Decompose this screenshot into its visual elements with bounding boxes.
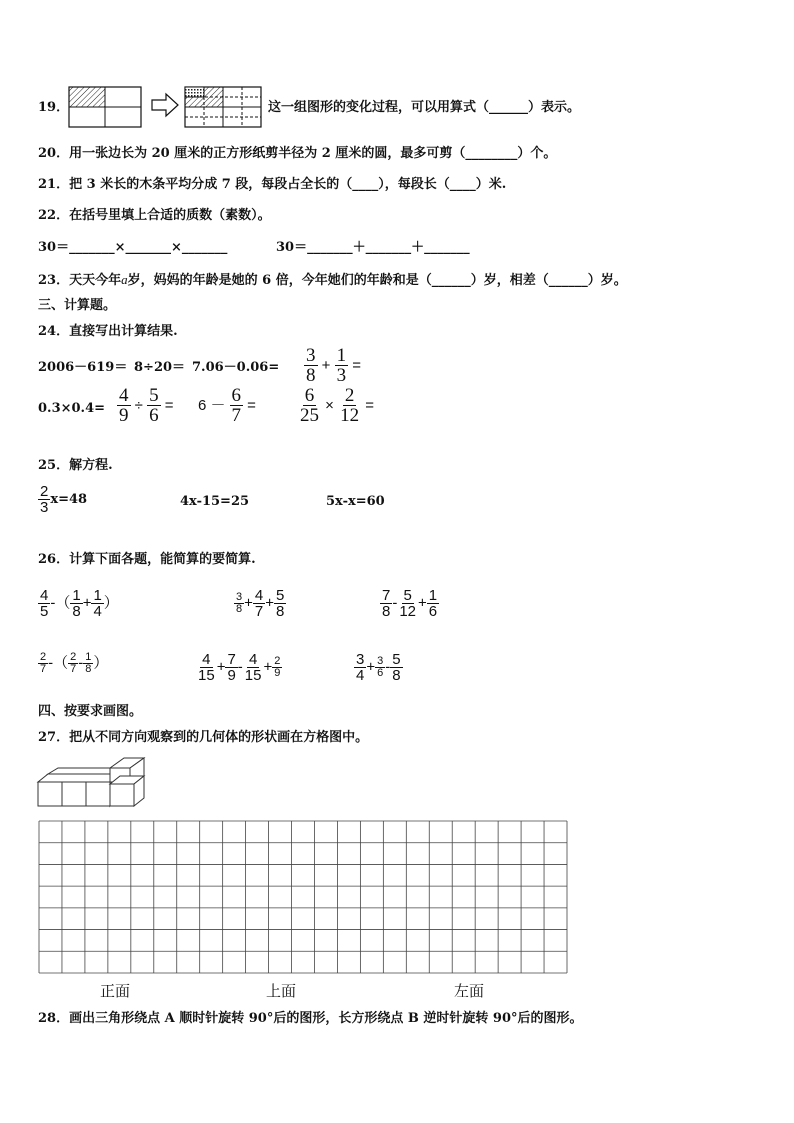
fraction: $\frac{3}{8}$: [236, 591, 243, 615]
q24-e6: $\frac{4}{9}$ ÷ $\frac{5}{6}$ =: [119, 385, 174, 426]
q28-text: 28．画出三角形绕点 A 顺时针旋转 90°后的图形，长方形绕点 B 逆时针旋转 90°后的图形。: [38, 1011, 583, 1026]
fraction: $\frac{4}{15}$: [198, 651, 215, 684]
label-front: 正面: [100, 984, 131, 1000]
q26-e5: $\frac{4}{15}$ + $\frac{7}{9}$ - $\frac{4}{15}$ + $\frac{2}{9}$: [198, 651, 281, 684]
q24-e4: $\frac{3}{8}$ + $\frac{1}{3}$ =: [306, 345, 362, 386]
q20-text: 20．用一张边长为 20 厘米的正方形纸剪半径为 2 厘米的圆，最多可剪（________）个。: [38, 146, 557, 161]
q23-text: [38, 272, 627, 289]
fraction: $\frac{6}{7}$: [231, 385, 242, 426]
q21-text: 21．把 3 米长的木条平均分成 7 段，每段占全长的（____），每段长（____）米.: [38, 177, 507, 192]
q26-e3: $\frac{7}{8}$ - $\frac{5}{12}$ + $\frac{1}{6}$: [382, 587, 438, 620]
q19-figure: [68, 86, 263, 130]
q25-e3: 5x-x=60: [326, 494, 385, 509]
fraction: $\frac{3}{6}$: [377, 655, 384, 679]
q24-e5: 0.3×0.4=: [38, 401, 106, 416]
fraction: $\frac{5}{12}$: [399, 587, 417, 620]
q22-text: 22．在括号里填上合适的质数（素数）。: [38, 208, 271, 223]
q25-title: 25．解方程.: [38, 458, 113, 473]
fraction: $\frac{4}{5}$: [40, 587, 49, 620]
fraction: $\frac{6}{25}$: [300, 385, 319, 426]
fraction: $\frac{1}{8}$: [85, 651, 92, 675]
q25-e1: [38, 484, 87, 515]
q26-e2: $\frac{3}{8}$ + $\frac{4}{7}$ + $\frac{5}{8}$: [236, 587, 285, 620]
q24-e8: $\frac{6}{25}$ × $\frac{2}{12}$ =: [300, 385, 375, 426]
fraction: $\frac{1}{4}$: [93, 587, 102, 620]
fraction: $\frac{4}{7}$: [254, 587, 264, 620]
fraction: $\frac{4}{9}$: [119, 385, 129, 426]
q26-e1: $\frac{4}{5}$ -（ $\frac{1}{8}$ + $\frac{1}{4}$ ）: [40, 587, 119, 620]
q22-eq2: 30＝_______＋_______＋_______: [276, 240, 470, 255]
fraction: $\frac{5}{8}$: [392, 651, 401, 684]
fraction: $\frac{4}{15}$: [244, 651, 262, 684]
q26-e6: $\frac{3}{4}$ + $\frac{3}{6}$ - $\frac{5}{8}$: [356, 651, 401, 684]
fraction: $\frac{2}{3}$: [40, 483, 49, 516]
fraction: $\frac{1}{6}$: [428, 587, 438, 620]
fraction: $\frac{5}{6}$: [149, 385, 159, 426]
q24-e7: 6 － $\frac{6}{7}$ =: [198, 385, 256, 426]
section-4-title: 四、按要求画图。: [38, 704, 143, 719]
q26-title: 26．计算下面各题，能简算的要简算.: [38, 552, 256, 567]
q19-text: 这一组图形的变化过程，可以用算式（______）表示。: [268, 100, 581, 115]
fraction: $\frac{2}{7}$: [40, 651, 47, 675]
fraction: $\frac{3}{4}$: [356, 651, 365, 684]
q25-e1-tail: x=48: [50, 492, 88, 507]
cube-figure: [36, 756, 156, 808]
q27-title: 27．把从不同方向观察到的几何体的形状画在方格图中。: [38, 730, 369, 745]
drawing-grid[interactable]: [38, 820, 568, 974]
q23-post: 岁，妈妈的年龄是她的 6 倍，今年她们的年龄和是（______）岁，相差（______）岁。: [127, 273, 627, 288]
fraction: $\frac{2}{7}$: [70, 651, 77, 675]
q19-number: 19．: [38, 100, 70, 115]
q24-title: 24．直接写出计算结果.: [38, 324, 178, 339]
label-top: 上面: [266, 984, 297, 1000]
label-left: 左面: [454, 984, 485, 1000]
fraction: $\frac{3}{8}$: [306, 345, 316, 386]
fraction: $\frac{1}{8}$: [72, 587, 81, 620]
section-3-title: 三、计算题。: [38, 298, 117, 313]
q23-pre: 23．天天今年: [38, 273, 122, 288]
q26-e4: $\frac{2}{7}$ -（ $\frac{2}{7}$ - $\frac{1}{8}$ ）: [40, 651, 109, 675]
q24-e3: 7.06－0.06=: [192, 360, 280, 375]
q24-e2: 8÷20＝: [134, 360, 186, 375]
fraction: $\frac{7}{8}$: [382, 587, 391, 620]
q25-e2: 4x-15=25: [180, 494, 250, 509]
q23-var: a: [121, 272, 128, 287]
fraction: $\frac{2}{9}$: [274, 655, 281, 679]
fraction: $\frac{1}{3}$: [336, 345, 347, 386]
fraction: $\frac{5}{8}$: [276, 587, 285, 620]
fraction: $\frac{2}{12}$: [340, 385, 360, 426]
q22-eq1: 30＝_______×_______×_______: [38, 240, 228, 255]
q24-e1: 2006－619＝: [38, 360, 128, 375]
fraction: $\frac{7}{9}$: [227, 651, 236, 684]
